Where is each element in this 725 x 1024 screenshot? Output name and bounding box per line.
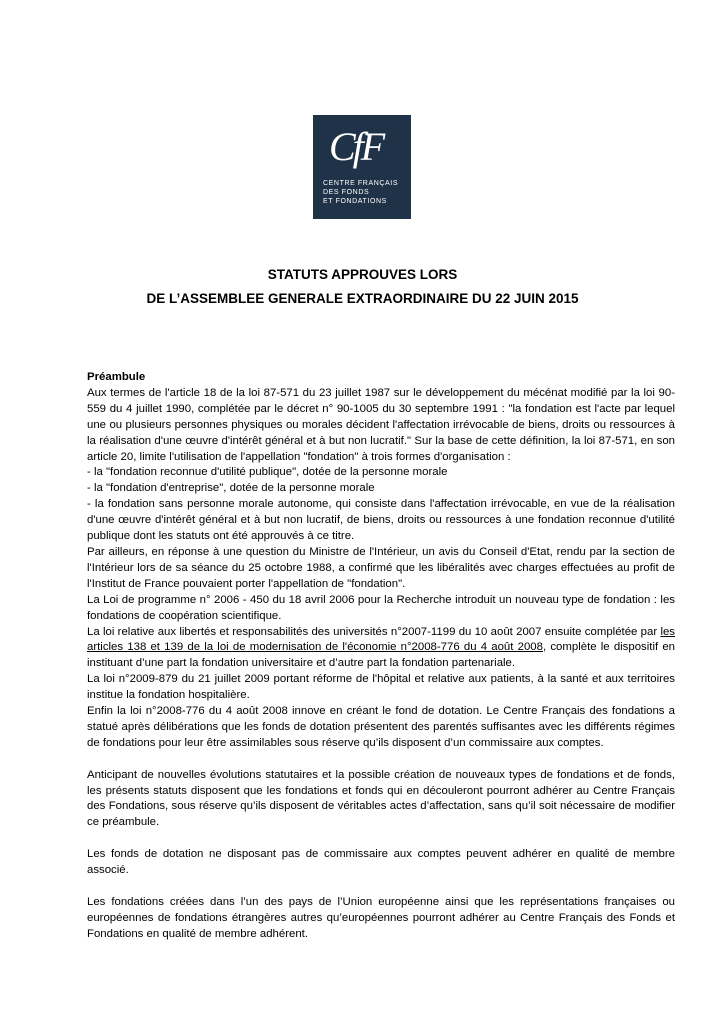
title-line-2: DE L’ASSEMBLEE GENERALE EXTRAORDINAIRE DU 22 JUIN 2015 [146, 291, 579, 306]
preamble-heading: Préambule [87, 371, 146, 383]
logo-text [323, 179, 398, 206]
cff-logo [313, 115, 411, 219]
list-item-3: - la fondation sans personne morale autonome, qui consiste dans l'affectation irrévocable, en vue de la réalisation d'une œuvre d'intérêt général et à but non lucratif, de biens, droits ou ressources à une fondation reconnue d'utilité publique dont les statuts ont été approuvés à ce titre. [87, 498, 675, 543]
logo-line-3: ET FONDATIONS [323, 198, 387, 205]
preamble-paragraph-5: La loi n°2009-879 du 21 juillet 2009 portant réforme de l'hôpital et relative aux patients, à la santé et aux territoires institue la fondation hospitalière. [87, 673, 675, 702]
logo-line-2: DES FONDS [323, 189, 370, 196]
paragraph-4-end: , complète le dispositif en instituant d’une part la fondation universitaire et d’autre part la fondation partenariale. [87, 641, 676, 670]
preamble-paragraph-9: Les fondations créées dans l’un des pays de l’Union européenne ainsi que les représentations françaises ou européennes de fondations étrangères autres qu’européennes pourront adhérer au Centre Français des Fonds et Fondations en qualité de membre adhérent. [87, 895, 675, 940]
logo-mark: CfF [329, 124, 383, 169]
preamble-paragraph-7: Anticipant de nouvelles évolutions statutaires et la possible création de nouveaux types de fondations et de fonds, les présents statuts disposent que les fondations et fonds qui en découleront pourront adhérer au Centre Français des Fondations, sous réserve qu’ils disposent de véritables actes d’affectation, sans qu’il soit nécessaire de modifier ce préambule. [87, 768, 675, 829]
preamble-section [87, 370, 675, 943]
paragraph-4-start: La loi relative aux libertés et responsabilités des universités n°2007-1199 du 10 août 2007 ensuite complétée par [87, 625, 661, 638]
title-line-1: STATUTS APPROUVES LORS [267, 267, 458, 282]
preamble-paragraph-1: Aux termes de l'article 18 de la loi 87-571 du 23 juillet 1987 sur le développement du mécénat modifié par la loi 90-559 du 4 juillet 1990, complétée par le décret n° 90-1005 du 30 septembre 1991 : "la fondation est l'acte par lequel une ou plusieurs personnes physiques ou morales décident l'affectation irrévocable de biens, droits ou ressources à la réalisation d'une œuvre d'intérêt général et à but non lucratif." Sur la base de cette définition, la loi 87-571, en son article 20, limite l'utilisation de l'appellation "fondation" à trois formes d'organisation : [87, 386, 675, 463]
logo-line-1: CENTRE FRANÇAIS [323, 180, 399, 187]
preamble-paragraph-3: La Loi de programme n° 2006 - 450 du 18 avril 2006 pour la Recherche introduit un nouveau type de fondation : les fondations de coopération scientifique. [87, 593, 675, 622]
preamble-paragraph-2: Par ailleurs, en réponse à une question du Ministre de l'Intérieur, un avis du Conseil d'Etat, rendu par la section de l'Intérieur lors de sa séance du 25 octobre 1988, a confirmé que les libéralités avec charges effectuées au profit de l'Institut de France pouvaient porter l'appellation de "fondation". [87, 545, 675, 590]
document-title [0, 263, 725, 311]
law-reference-link[interactable]: les articles 138 et 139 de la loi de modernisation de l'économie n°2008-776 du 4 août 2008 [87, 625, 675, 654]
preamble-paragraph-4 [87, 625, 675, 673]
list-item-1: - la "fondation reconnue d'utilité publique", dotée de la personne morale [87, 466, 448, 479]
preamble-paragraph-6: Enfin la loi n°2008-776 du 4 août 2008 innove en créant le fond de dotation. Le Centre Français des fondations a statué après délibérations que les fonds de dotation présentent des parentés suffisantes avec les différents régimes de fondations pour leur être assimilables sous réserve qu’ils disposent d’un commissaire aux comptes. [87, 705, 675, 749]
preamble-paragraph-8: Les fonds de dotation ne disposant pas de commissaire aux comptes peuvent adhérer en qualité de membre associé. [87, 848, 675, 877]
list-item-2: - la "fondation d'entreprise", dotée de la personne morale [87, 482, 375, 495]
